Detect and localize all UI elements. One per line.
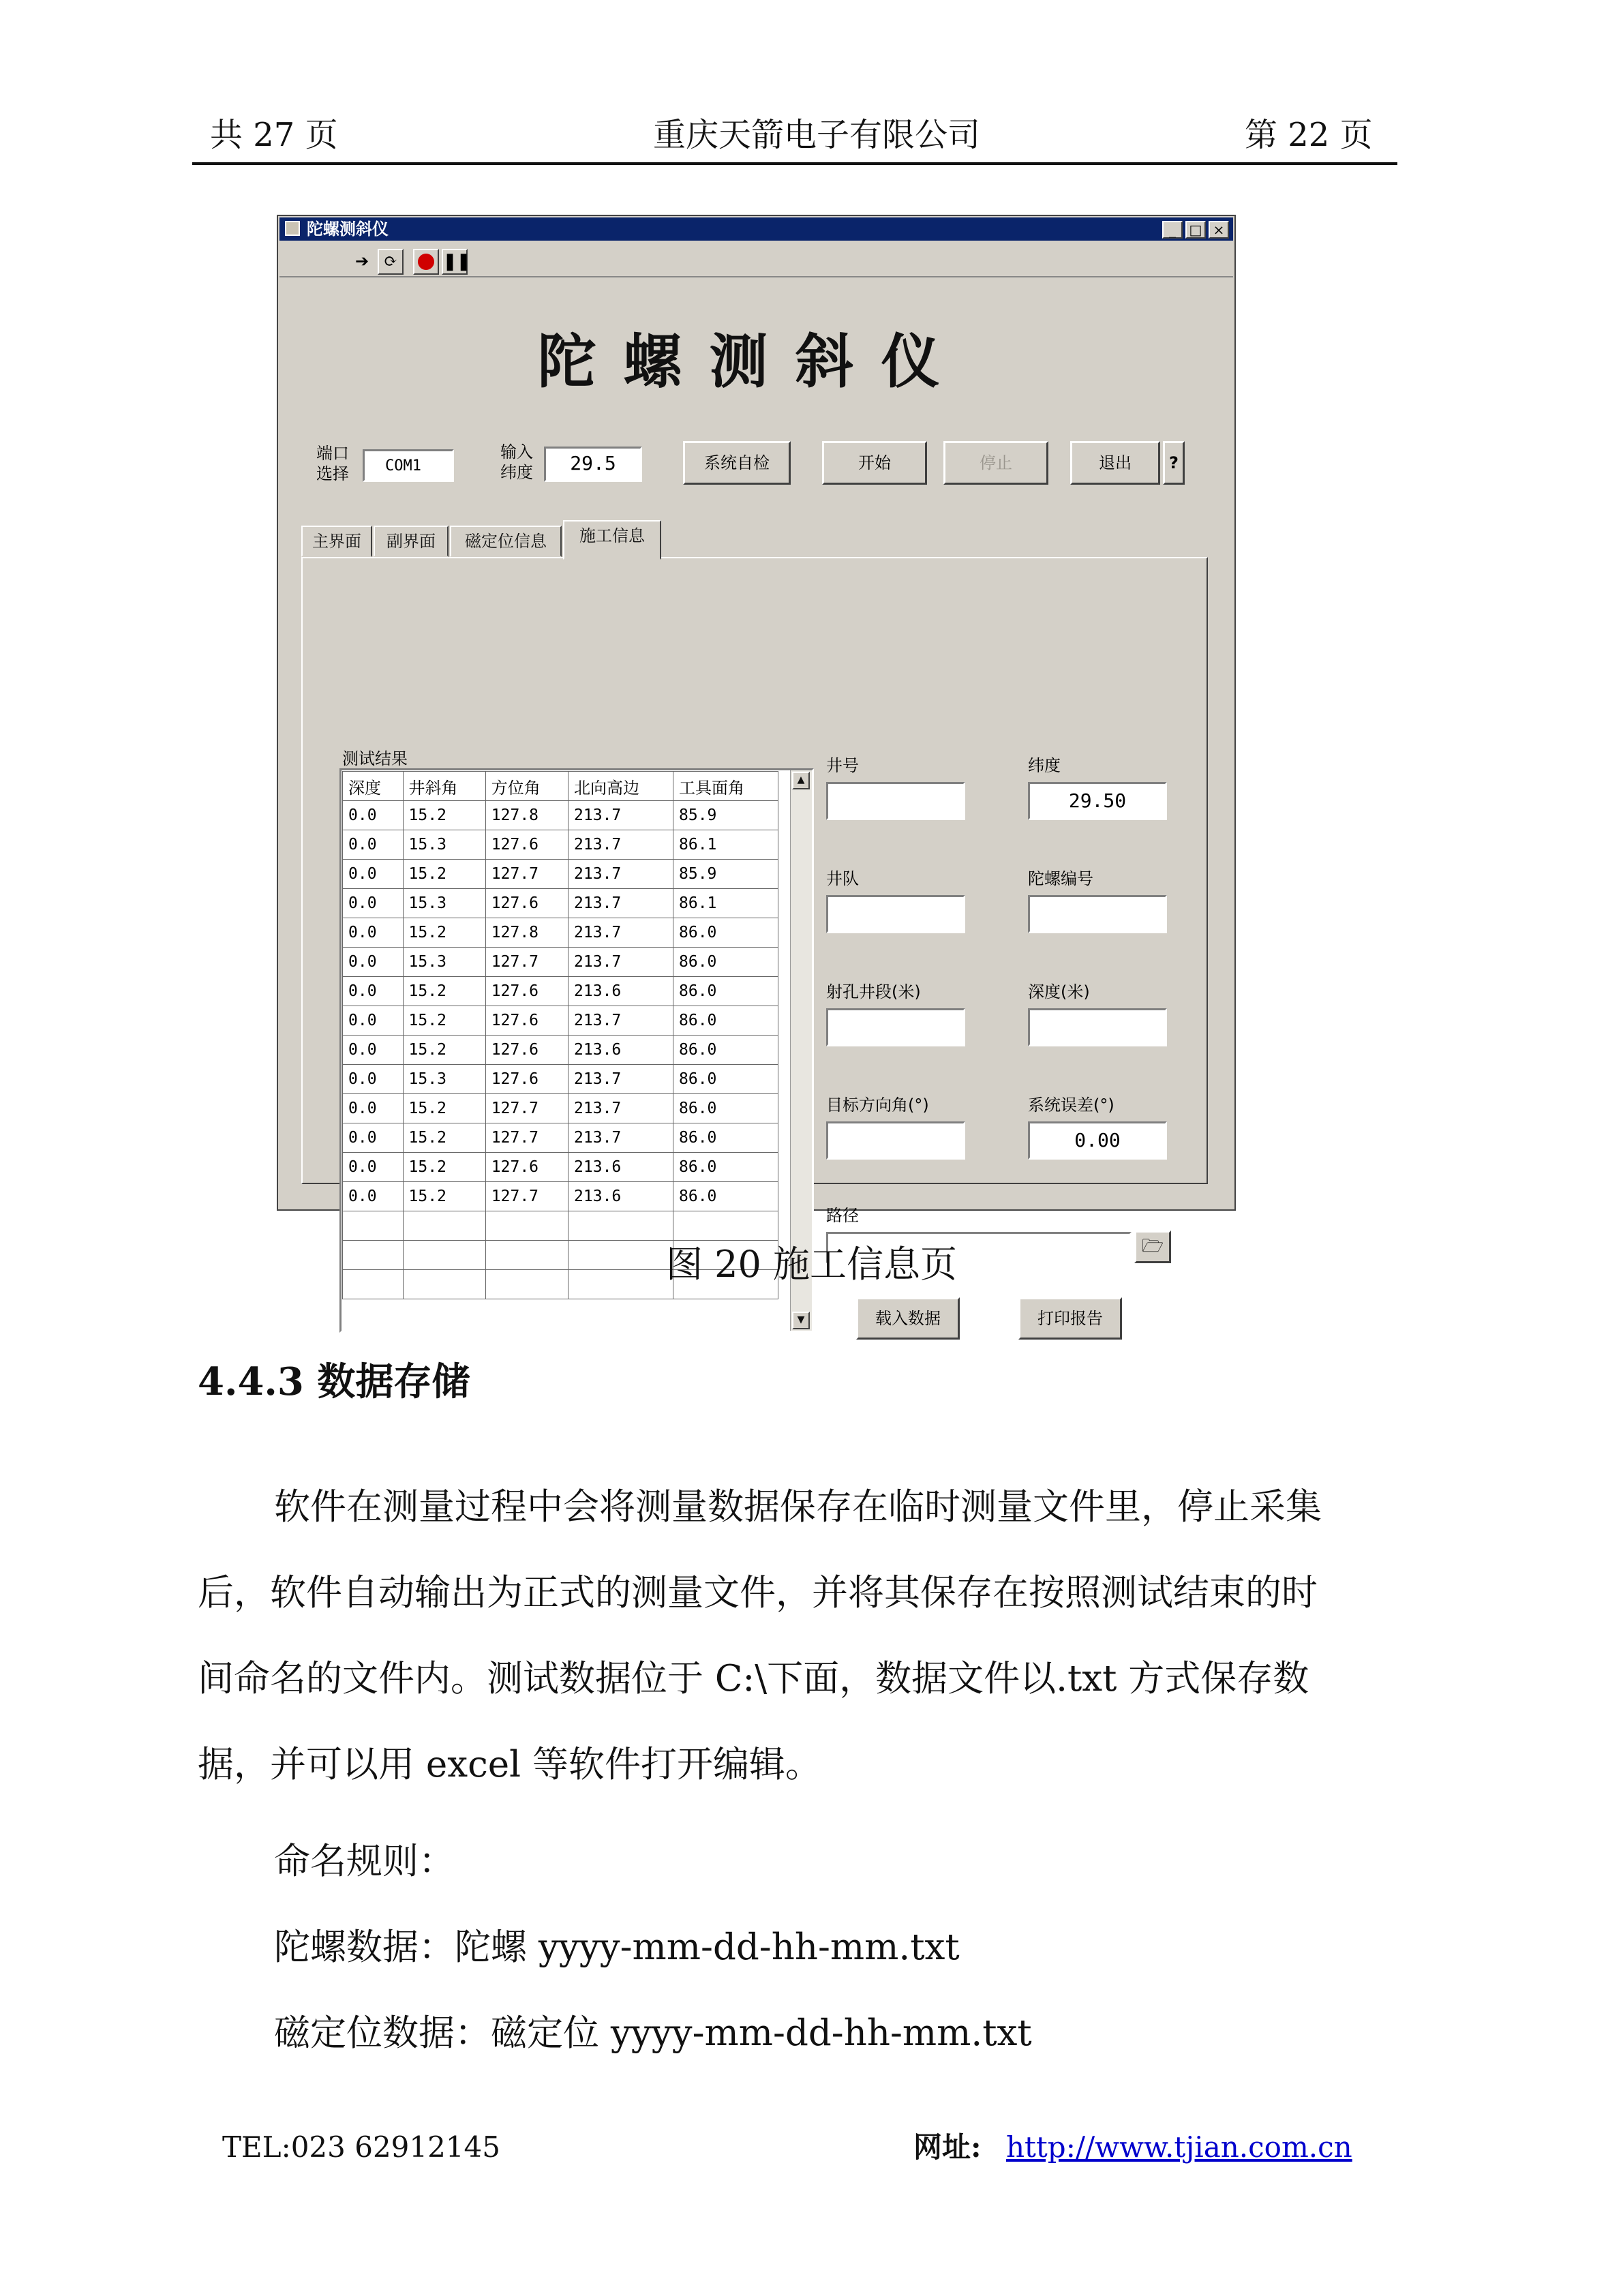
tab-construction[interactable]: 施工信息 xyxy=(563,520,661,560)
tab-magnetic[interactable]: 磁定位信息 xyxy=(450,526,562,557)
table-cell: 127.6 xyxy=(485,977,568,1006)
footer-url-label: 网址: xyxy=(913,2130,982,2164)
run-arrow-icon[interactable]: ➔ xyxy=(349,249,375,275)
target-azimuth-label: 目标方向角(°) xyxy=(826,1096,929,1115)
table-cell: 127.8 xyxy=(485,918,568,948)
table-cell: 85.9 xyxy=(673,860,778,889)
table-cell: 15.2 xyxy=(403,1182,485,1211)
perf-section-input[interactable] xyxy=(826,1008,965,1046)
folder-open-icon[interactable]: 🗁 xyxy=(1134,1230,1171,1263)
well-no-label: 井号 xyxy=(826,756,859,775)
table-row[interactable] xyxy=(343,860,778,889)
target-azimuth-input[interactable] xyxy=(826,1121,965,1160)
perf-section-label: 射孔井段(米) xyxy=(826,982,921,1001)
table-cell: 0.0 xyxy=(343,1153,404,1182)
stop-button[interactable]: 停止 xyxy=(943,441,1048,485)
table-cell-empty xyxy=(568,1211,673,1241)
table-header-row xyxy=(343,772,778,801)
table-row[interactable] xyxy=(343,948,778,977)
table-cell-empty xyxy=(673,1211,778,1241)
table-row[interactable] xyxy=(343,1065,778,1094)
section-title: 4.4.3 数据存储 xyxy=(198,1359,470,1404)
table-cell: 0.0 xyxy=(343,948,404,977)
scroll-up-icon[interactable]: ▲ xyxy=(792,772,810,789)
table-cell: 86.1 xyxy=(673,830,778,860)
table-cell: 213.7 xyxy=(568,889,673,918)
table-row[interactable] xyxy=(343,830,778,860)
table-cell: 127.6 xyxy=(485,1036,568,1065)
table-row[interactable] xyxy=(343,889,778,918)
table-cell: 86.0 xyxy=(673,1094,778,1123)
table-row-empty[interactable] xyxy=(343,1211,778,1241)
table-cell: 86.0 xyxy=(673,1036,778,1065)
latitude-label: 纬度 xyxy=(1028,756,1061,775)
exit-button[interactable]: 退出 xyxy=(1070,441,1160,485)
table-row[interactable] xyxy=(343,1036,778,1065)
table-cell: 127.6 xyxy=(485,889,568,918)
table-cell: 15.2 xyxy=(403,1006,485,1036)
table-cell: 127.8 xyxy=(485,801,568,830)
table-cell: 0.0 xyxy=(343,1036,404,1065)
table-cell: 86.0 xyxy=(673,1182,778,1211)
team-input[interactable] xyxy=(826,895,965,933)
table-cell: 15.2 xyxy=(403,1036,485,1065)
paragraph-line-4: 据，并可以用 excel 等软件打开编辑。 xyxy=(198,1744,821,1785)
table-cell: 213.6 xyxy=(568,1036,673,1065)
start-button[interactable]: 开始 xyxy=(822,441,927,485)
scroll-down-icon[interactable]: ▼ xyxy=(792,1312,810,1329)
table-cell: 213.7 xyxy=(568,918,673,948)
team-label: 井队 xyxy=(826,869,859,888)
minimize-button[interactable]: _ xyxy=(1162,221,1183,239)
close-button[interactable]: × xyxy=(1209,221,1229,239)
panel-title: 陀螺测斜仪 xyxy=(537,327,967,396)
table-cell: 127.6 xyxy=(485,830,568,860)
port-label-1: 端口 xyxy=(316,444,349,463)
table-cell-empty xyxy=(403,1211,485,1241)
table-cell: 127.6 xyxy=(485,1006,568,1036)
table-cell: 0.0 xyxy=(343,1006,404,1036)
table-cell: 127.7 xyxy=(485,860,568,889)
table-cell: 213.7 xyxy=(568,1065,673,1094)
run-continuous-icon[interactable]: ⟳ xyxy=(378,249,404,275)
table-cell: 85.9 xyxy=(673,801,778,830)
paragraph-line-2: 后，软件自动输出为正式的测量文件，并将其保存在按照测试结束的时 xyxy=(198,1572,1318,1614)
table-cell: 15.2 xyxy=(403,1094,485,1123)
table-cell: 213.7 xyxy=(568,830,673,860)
depth-label: 深度(米) xyxy=(1028,982,1090,1001)
latitude-input[interactable]: 29.5 xyxy=(544,447,642,482)
system-error-label: 系统误差(°) xyxy=(1028,1096,1114,1115)
header-total-pages: 共 27 页 xyxy=(210,116,338,154)
column-header: 北向高边 xyxy=(568,772,673,801)
table-cell: 15.2 xyxy=(403,918,485,948)
table-body xyxy=(343,801,778,1299)
column-header: 方位角 xyxy=(485,772,568,801)
results-label: 测试结果 xyxy=(342,749,408,768)
table-cell: 15.3 xyxy=(403,889,485,918)
table-cell: 127.7 xyxy=(485,1123,568,1153)
latitude-input-label-2: 纬度 xyxy=(500,463,533,482)
pause-icon[interactable]: ❚❚ xyxy=(442,249,468,275)
table-row[interactable] xyxy=(343,1094,778,1123)
results-table xyxy=(342,771,778,1299)
well-no-input[interactable] xyxy=(826,782,965,820)
table-cell: 86.1 xyxy=(673,889,778,918)
table-cell: 0.0 xyxy=(343,1065,404,1094)
table-cell: 15.2 xyxy=(403,1153,485,1182)
table-cell: 15.3 xyxy=(403,1065,485,1094)
table-cell: 127.6 xyxy=(485,1065,568,1094)
table-cell: 127.7 xyxy=(485,948,568,977)
load-data-button[interactable]: 载入数据 xyxy=(856,1297,960,1340)
table-cell: 0.0 xyxy=(343,889,404,918)
header-rule xyxy=(192,162,1397,165)
table-row[interactable] xyxy=(343,1123,778,1153)
help-button[interactable]: ? xyxy=(1163,441,1185,485)
table-row[interactable] xyxy=(343,918,778,948)
table-cell: 213.7 xyxy=(568,948,673,977)
toolbar xyxy=(279,242,1233,277)
table-cell: 15.2 xyxy=(403,860,485,889)
table-cell: 86.0 xyxy=(673,948,778,977)
table-row[interactable] xyxy=(343,1153,778,1182)
table-cell: 213.7 xyxy=(568,1006,673,1036)
gyro-no-label: 陀螺编号 xyxy=(1028,869,1093,888)
column-header: 井斜角 xyxy=(403,772,485,801)
table-cell: 0.0 xyxy=(343,1123,404,1153)
table-row[interactable] xyxy=(343,1182,778,1211)
table-cell: 86.0 xyxy=(673,977,778,1006)
table-cell-empty xyxy=(343,1211,404,1241)
table-cell: 213.7 xyxy=(568,1123,673,1153)
table-cell: 213.7 xyxy=(568,1094,673,1123)
footer-url-link[interactable]: http://www.tjian.com.cn xyxy=(1006,2130,1352,2164)
title-bar xyxy=(279,217,1233,241)
table-cell: 86.0 xyxy=(673,918,778,948)
table-cell: 213.6 xyxy=(568,1182,673,1211)
column-header: 深度 xyxy=(343,772,404,801)
table-cell: 86.0 xyxy=(673,1123,778,1153)
depth-input[interactable] xyxy=(1028,1008,1167,1046)
system-error-display: 0.00 xyxy=(1028,1121,1167,1160)
table-row[interactable] xyxy=(343,801,778,830)
latitude-display: 29.50 xyxy=(1028,782,1167,820)
table-cell: 0.0 xyxy=(343,801,404,830)
figure-caption: 图 20 施工信息页 xyxy=(665,1243,958,1286)
table-cell: 86.0 xyxy=(673,1065,778,1094)
column-header: 工具面角 xyxy=(673,772,778,801)
table-cell: 127.7 xyxy=(485,1094,568,1123)
naming-rule: 命名规则： xyxy=(274,1841,455,1882)
system-selfcheck-button[interactable]: 系统自检 xyxy=(683,441,791,485)
table-cell: 127.7 xyxy=(485,1182,568,1211)
table-cell: 0.0 xyxy=(343,1094,404,1123)
table-cell: 213.6 xyxy=(568,1153,673,1182)
port-value: COM1 xyxy=(385,457,421,474)
table-cell: 15.3 xyxy=(403,830,485,860)
header-company: 重庆天箭电子有限公司 xyxy=(653,116,981,154)
footer-tel: TEL:023 62912145 xyxy=(222,2130,501,2164)
table-cell: 15.2 xyxy=(403,977,485,1006)
maximize-button[interactable]: □ xyxy=(1185,221,1206,239)
header-page-number: 第 22 页 xyxy=(1245,116,1373,154)
tab-secondary[interactable]: 副界面 xyxy=(374,526,449,557)
table-cell: 213.6 xyxy=(568,977,673,1006)
app-icon xyxy=(285,221,300,236)
port-select[interactable] xyxy=(363,449,454,482)
table-cell: 127.6 xyxy=(485,1153,568,1182)
table-cell-empty xyxy=(485,1211,568,1241)
table-cell: 213.7 xyxy=(568,860,673,889)
table-cell: 0.0 xyxy=(343,918,404,948)
table-cell: 0.0 xyxy=(343,1182,404,1211)
paragraph-line-3: 间命名的文件内。测试数据位于 C:\下面，数据文件以.txt 方式保存数 xyxy=(198,1658,1309,1700)
latitude-input-label-1: 输入 xyxy=(500,442,533,462)
table-cell: 0.0 xyxy=(343,830,404,860)
table-cell: 15.2 xyxy=(403,1123,485,1153)
tab-main[interactable]: 主界面 xyxy=(301,526,372,557)
table-row[interactable] xyxy=(343,1006,778,1036)
port-label-2: 选择 xyxy=(316,464,349,483)
table-cell: 15.2 xyxy=(403,801,485,830)
table-cell: 86.0 xyxy=(673,1006,778,1036)
gyro-naming-rule: 陀螺数据：陀螺 yyyy-mm-dd-hh-mm.txt xyxy=(274,1927,960,1968)
gyro-no-input[interactable] xyxy=(1028,895,1167,933)
table-cell: 0.0 xyxy=(343,860,404,889)
window-title: 陀螺测斜仪 xyxy=(307,220,389,239)
paragraph-line-1: 软件在测量过程中会将测量数据保存在临时测量文件里，停止采集 xyxy=(274,1486,1322,1528)
table-cell: 213.7 xyxy=(568,801,673,830)
table-cell: 86.0 xyxy=(673,1153,778,1182)
table-row[interactable] xyxy=(343,977,778,1006)
table-cell: 15.3 xyxy=(403,948,485,977)
magnetic-naming-rule: 磁定位数据：磁定位 yyyy-mm-dd-hh-mm.txt xyxy=(274,2012,1032,2054)
abort-icon[interactable] xyxy=(413,249,439,275)
print-report-button[interactable]: 打印报告 xyxy=(1018,1297,1122,1340)
table-cell: 0.0 xyxy=(343,977,404,1006)
path-label: 路径 xyxy=(826,1206,859,1225)
